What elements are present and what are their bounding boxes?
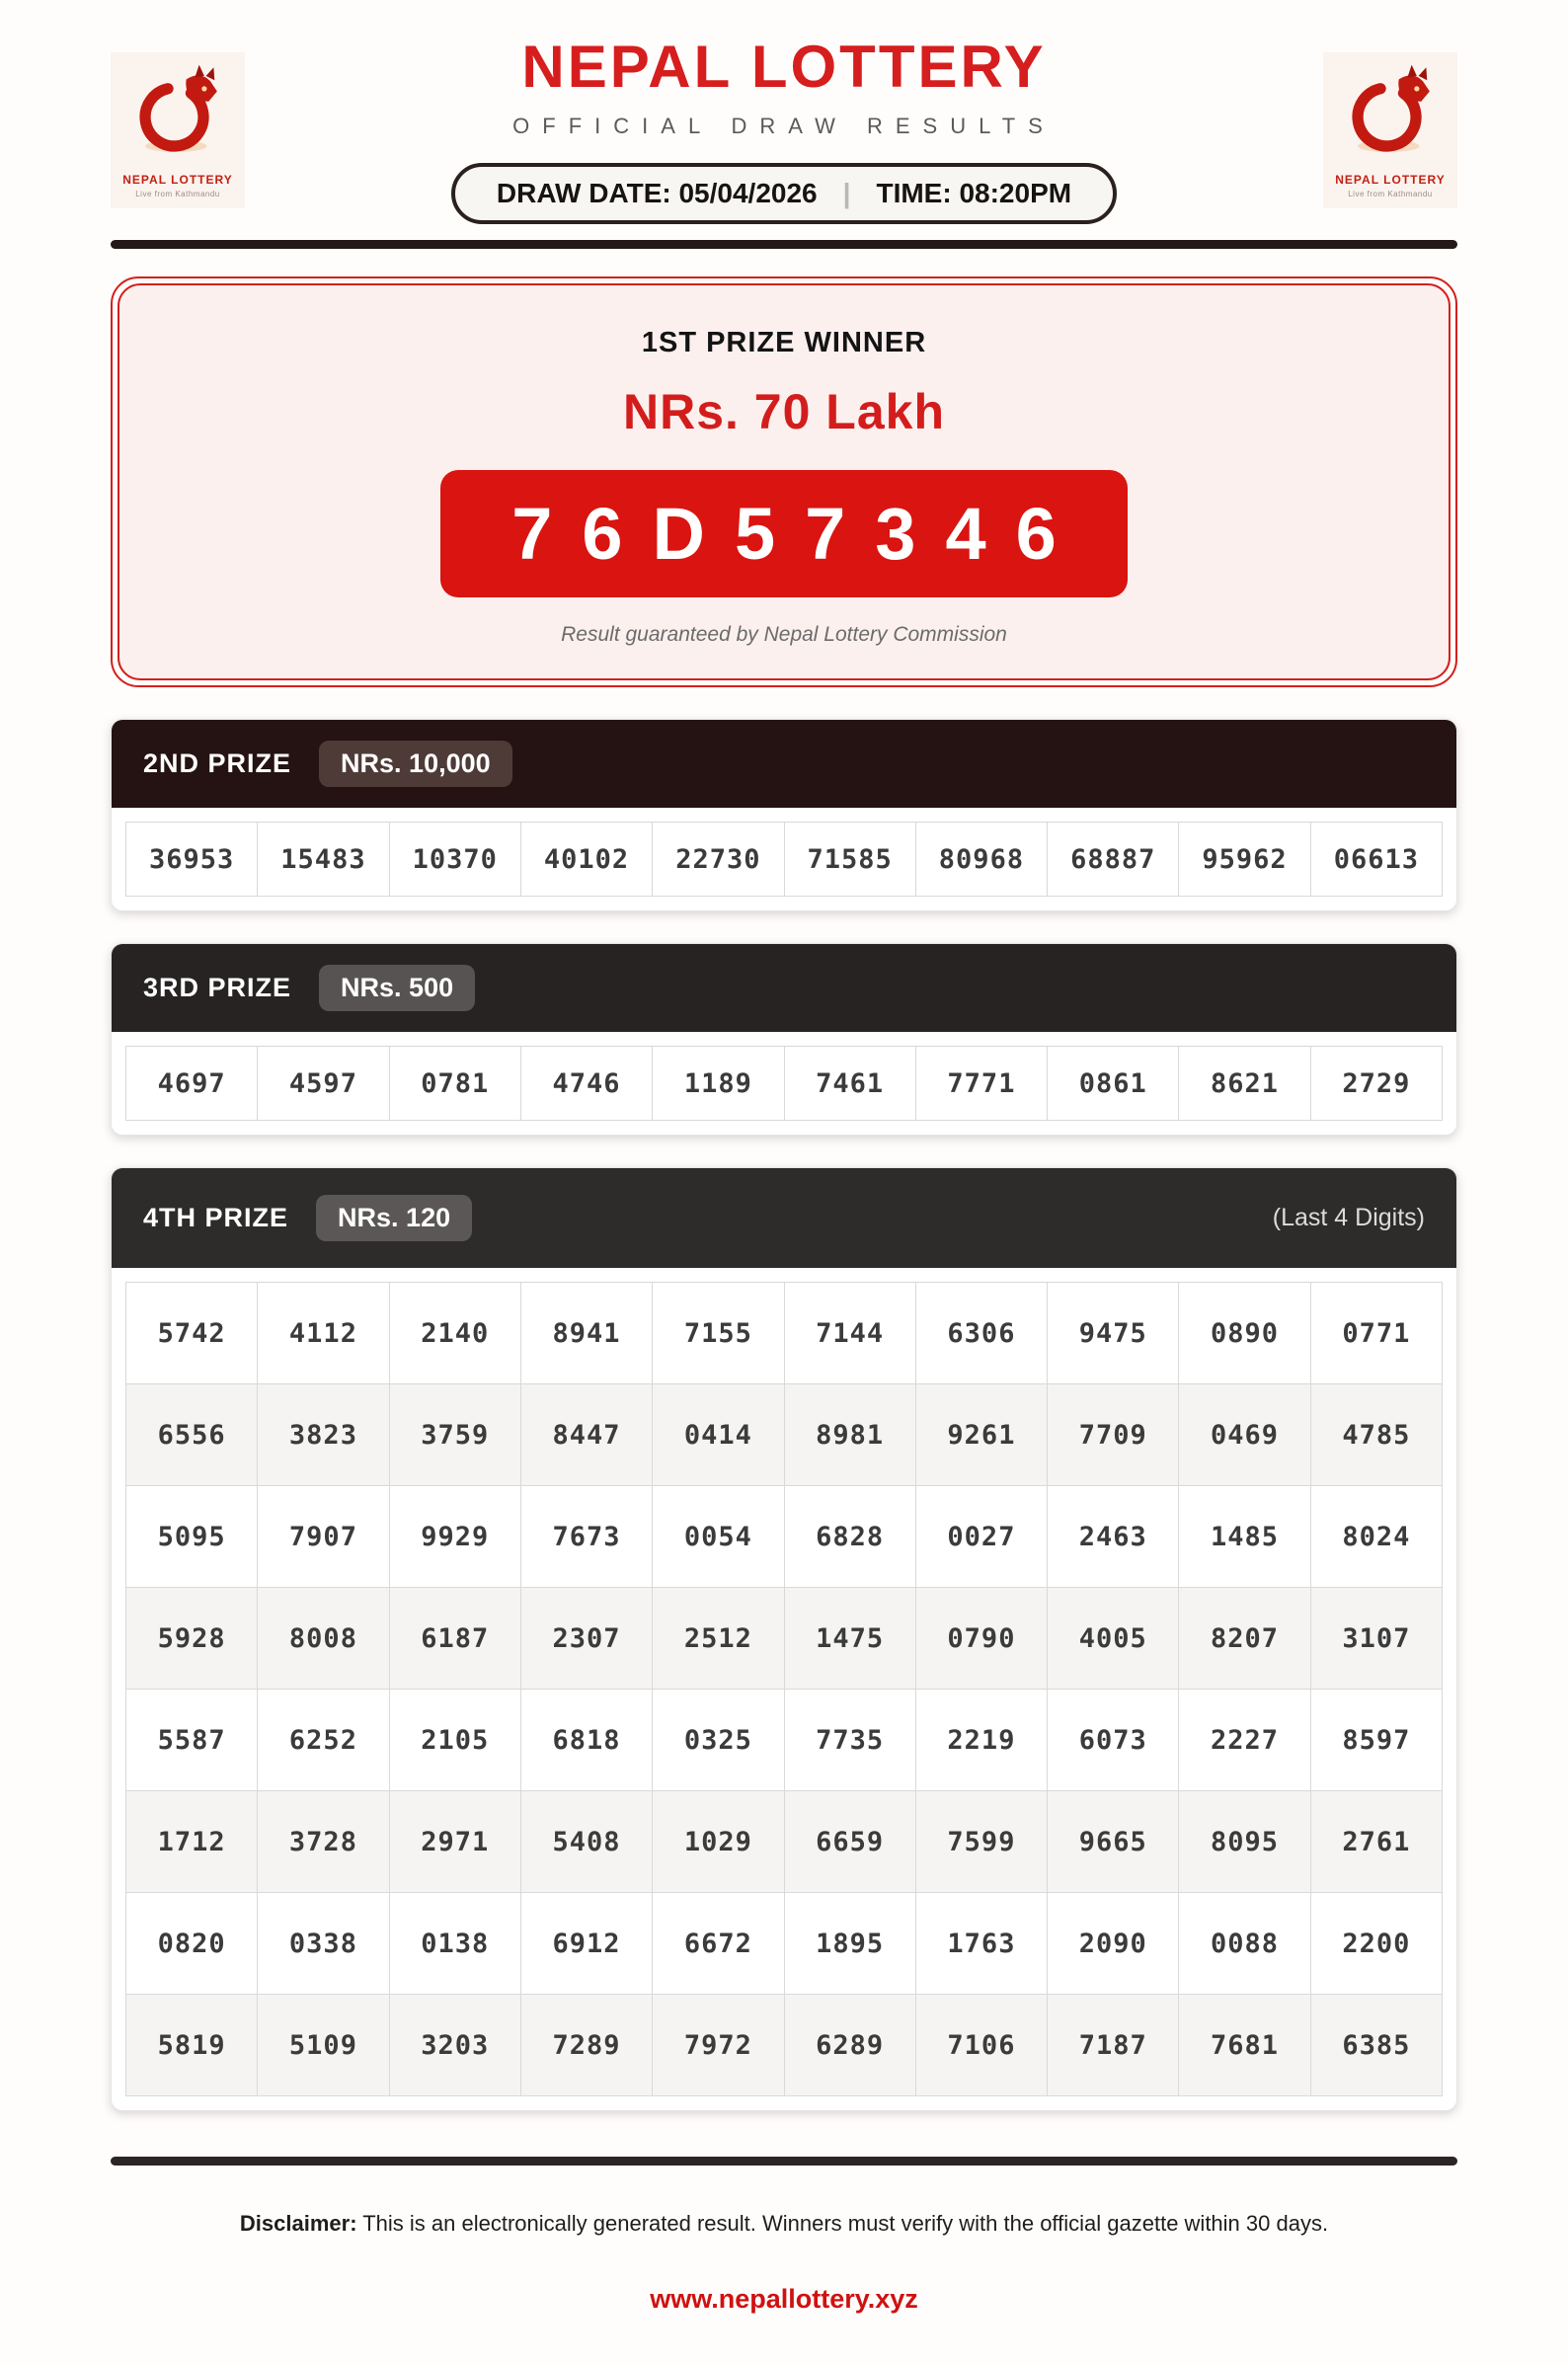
prize-number-cell: 3823 <box>258 1384 388 1485</box>
prize-number-cell: 2105 <box>390 1690 520 1790</box>
third-prize-body <box>112 1032 1456 1135</box>
prize-number-cell: 7155 <box>653 1283 783 1383</box>
prize-number-cell: 1712 <box>126 1791 257 1892</box>
prize-number-cell: 7461 <box>785 1047 915 1120</box>
prize-number-cell: 6659 <box>785 1791 915 1892</box>
prize-number-cell: 0820 <box>126 1893 257 1994</box>
fourth-prize-note: (Last 4 Digits) <box>1272 1204 1425 1231</box>
prize-number-cell: 1029 <box>653 1791 783 1892</box>
prize-number-cell: 7289 <box>521 1995 652 2095</box>
prize-number-cell: 95962 <box>1179 823 1309 896</box>
prize-number-cell: 0138 <box>390 1893 520 1994</box>
prize-number-cell: 8981 <box>785 1384 915 1485</box>
first-prize-winning-number: 76D57346 <box>511 493 1086 575</box>
prize-number-cell: 4746 <box>521 1047 652 1120</box>
prize-number-cell: 7144 <box>785 1283 915 1383</box>
prize-number-cell: 6828 <box>785 1486 915 1587</box>
prize-number-cell: 7106 <box>916 1995 1047 2095</box>
prize-number-cell: 1189 <box>653 1047 783 1120</box>
prize-number-cell: 4005 <box>1048 1588 1178 1689</box>
prize-number-cell: 2761 <box>1311 1791 1442 1892</box>
prize-number-cell: 8008 <box>258 1588 388 1689</box>
prize-number-cell: 6252 <box>258 1690 388 1790</box>
prize-number-cell: 7735 <box>785 1690 915 1790</box>
third-prize-section <box>111 943 1457 1136</box>
second-prize-section <box>111 719 1457 911</box>
prize-number-cell: 9929 <box>390 1486 520 1587</box>
prize-number-cell: 0890 <box>1179 1283 1309 1383</box>
prize-number-cell: 5928 <box>126 1588 257 1689</box>
prize-number-cell: 2971 <box>390 1791 520 1892</box>
prize-number-cell: 6306 <box>916 1283 1047 1383</box>
pill-separator: | <box>842 178 851 208</box>
first-prize-card-inner <box>118 283 1450 680</box>
prize-number-cell: 2140 <box>390 1283 520 1383</box>
prize-number-cell: 5819 <box>126 1995 257 2095</box>
disclaimer-label: Disclaimer: <box>239 2211 357 2236</box>
prize-number-cell: 7673 <box>521 1486 652 1587</box>
disclaimer-text: This is an electronically generated result. Winners must verify with the official gazette within 30 days. <box>356 2211 1329 2236</box>
prize-number-cell: 22730 <box>653 823 783 896</box>
prize-number-cell: 9261 <box>916 1384 1047 1485</box>
prize-number-cell: 6556 <box>126 1384 257 1485</box>
fourth-prize-numbers <box>125 1282 1443 2096</box>
prize-number-cell: 2463 <box>1048 1486 1178 1587</box>
second-prize-numbers <box>125 822 1443 897</box>
prize-number-cell: 8207 <box>1179 1588 1309 1689</box>
prize-number-cell: 5742 <box>126 1283 257 1383</box>
dragon-logo-icon <box>126 62 229 170</box>
prize-number-cell: 8447 <box>521 1384 652 1485</box>
second-prize-amount-badge: NRs. 10,000 <box>319 741 512 787</box>
prize-number-cell: 2227 <box>1179 1690 1309 1790</box>
prize-number-cell: 9475 <box>1048 1283 1178 1383</box>
prize-number-cell: 5408 <box>521 1791 652 1892</box>
prize-number-cell: 3107 <box>1311 1588 1442 1689</box>
third-prize-amount-badge: NRs. 500 <box>319 965 475 1011</box>
prize-number-cell: 7709 <box>1048 1384 1178 1485</box>
third-prize-header <box>112 944 1456 1032</box>
prize-number-cell: 10370 <box>390 823 520 896</box>
disclaimer <box>111 2211 1457 2237</box>
prize-number-cell: 2729 <box>1311 1047 1442 1120</box>
prize-number-cell: 36953 <box>126 823 257 896</box>
prize-number-cell: 4697 <box>126 1047 257 1120</box>
prize-number-cell: 9665 <box>1048 1791 1178 1892</box>
draw-time-label: TIME: 08:20PM <box>876 178 1072 208</box>
prize-number-cell: 0469 <box>1179 1384 1309 1485</box>
prize-number-cell: 8621 <box>1179 1047 1309 1120</box>
prize-number-cell: 0771 <box>1311 1283 1442 1383</box>
fourth-prize-header <box>112 1168 1456 1268</box>
prize-number-cell: 3728 <box>258 1791 388 1892</box>
prize-number-cell: 0414 <box>653 1384 783 1485</box>
prize-number-cell: 40102 <box>521 823 652 896</box>
prize-number-cell: 2307 <box>521 1588 652 1689</box>
prize-number-cell: 6289 <box>785 1995 915 2095</box>
prize-number-cell: 6672 <box>653 1893 783 1994</box>
prize-number-cell: 68887 <box>1048 823 1178 896</box>
logo-right <box>1323 52 1457 208</box>
prize-number-cell: 0088 <box>1179 1893 1309 1994</box>
draw-date-label: DRAW DATE: 05/04/2026 <box>496 178 818 208</box>
first-prize-amount: NRs. 70 Lakh <box>622 384 945 439</box>
page-title: NEPAL LOTTERY <box>521 34 1047 100</box>
prize-number-cell: 5587 <box>126 1690 257 1790</box>
website-link[interactable]: www.nepallottery.xyz <box>650 2284 918 2314</box>
logo-name: NEPAL LOTTERY <box>1335 172 1446 187</box>
prize-number-cell: 8941 <box>521 1283 652 1383</box>
prize-number-cell: 7771 <box>916 1047 1047 1120</box>
logo-tagline: Live from Kathmandu <box>1348 189 1433 198</box>
prize-number-cell: 8024 <box>1311 1486 1442 1587</box>
prize-number-cell: 3759 <box>390 1384 520 1485</box>
prize-number-cell: 7187 <box>1048 1995 1178 2095</box>
prize-number-cell: 1895 <box>785 1893 915 1994</box>
footer-divider <box>111 2157 1457 2166</box>
header <box>111 36 1457 224</box>
prize-number-cell: 0790 <box>916 1588 1047 1689</box>
prize-number-cell: 1763 <box>916 1893 1047 1994</box>
dragon-logo-icon <box>1339 62 1442 170</box>
third-prize-label: 3RD PRIZE <box>143 973 292 1002</box>
prize-number-cell: 7907 <box>258 1486 388 1587</box>
prize-number-cell: 15483 <box>258 823 388 896</box>
prize-number-cell: 8597 <box>1311 1690 1442 1790</box>
prize-number-cell: 6385 <box>1311 1995 1442 2095</box>
prize-number-cell: 0338 <box>258 1893 388 1994</box>
prize-number-cell: 6912 <box>521 1893 652 1994</box>
logo-tagline: Live from Kathmandu <box>135 189 220 198</box>
prize-number-cell: 0027 <box>916 1486 1047 1587</box>
page-subtitle: OFFICIAL DRAW RESULTS <box>512 114 1056 138</box>
prize-number-cell: 0861 <box>1048 1047 1178 1120</box>
prize-number-cell: 7599 <box>916 1791 1047 1892</box>
fourth-prize-body <box>112 1268 1456 2110</box>
prize-number-cell: 71585 <box>785 823 915 896</box>
first-prize-number-box <box>440 470 1128 597</box>
prize-number-cell: 2219 <box>916 1690 1047 1790</box>
fourth-prize-amount-badge: NRs. 120 <box>316 1195 472 1241</box>
fourth-prize-section <box>111 1167 1457 2111</box>
prize-number-cell: 2090 <box>1048 1893 1178 1994</box>
prize-number-cell: 0781 <box>390 1047 520 1120</box>
prize-number-cell: 4112 <box>258 1283 388 1383</box>
prize-number-cell: 0054 <box>653 1486 783 1587</box>
prize-number-cell: 80968 <box>916 823 1047 896</box>
prize-number-cell: 1485 <box>1179 1486 1309 1587</box>
prize-number-cell: 4597 <box>258 1047 388 1120</box>
draw-info-pill <box>451 163 1117 224</box>
prize-number-cell: 4785 <box>1311 1384 1442 1485</box>
prize-number-cell: 06613 <box>1311 823 1442 896</box>
third-prize-numbers <box>125 1046 1443 1121</box>
prize-number-cell: 7972 <box>653 1995 783 2095</box>
prize-number-cell: 6073 <box>1048 1690 1178 1790</box>
prize-number-cell: 6187 <box>390 1588 520 1689</box>
first-prize-card <box>111 276 1457 687</box>
logo-left <box>111 52 245 208</box>
prize-number-cell: 6818 <box>521 1690 652 1790</box>
second-prize-header <box>112 720 1456 808</box>
second-prize-label: 2ND PRIZE <box>143 749 292 778</box>
prize-number-cell: 8095 <box>1179 1791 1309 1892</box>
prize-number-cell: 1475 <box>785 1588 915 1689</box>
prize-number-cell: 0325 <box>653 1690 783 1790</box>
prize-number-cell: 5109 <box>258 1995 388 2095</box>
prize-number-cell: 5095 <box>126 1486 257 1587</box>
first-prize-label: 1ST PRIZE WINNER <box>641 327 927 358</box>
fourth-prize-label: 4TH PRIZE <box>143 1203 289 1232</box>
prize-number-cell: 2512 <box>653 1588 783 1689</box>
second-prize-body <box>112 808 1456 910</box>
logo-name: NEPAL LOTTERY <box>122 172 233 187</box>
prize-number-cell: 3203 <box>390 1995 520 2095</box>
prize-number-cell: 7681 <box>1179 1995 1309 2095</box>
prize-number-cell: 2200 <box>1311 1893 1442 1994</box>
header-divider <box>111 240 1457 249</box>
first-prize-guarantee: Result guaranteed by Nepal Lottery Commission <box>561 623 1007 646</box>
header-center <box>245 36 1323 224</box>
